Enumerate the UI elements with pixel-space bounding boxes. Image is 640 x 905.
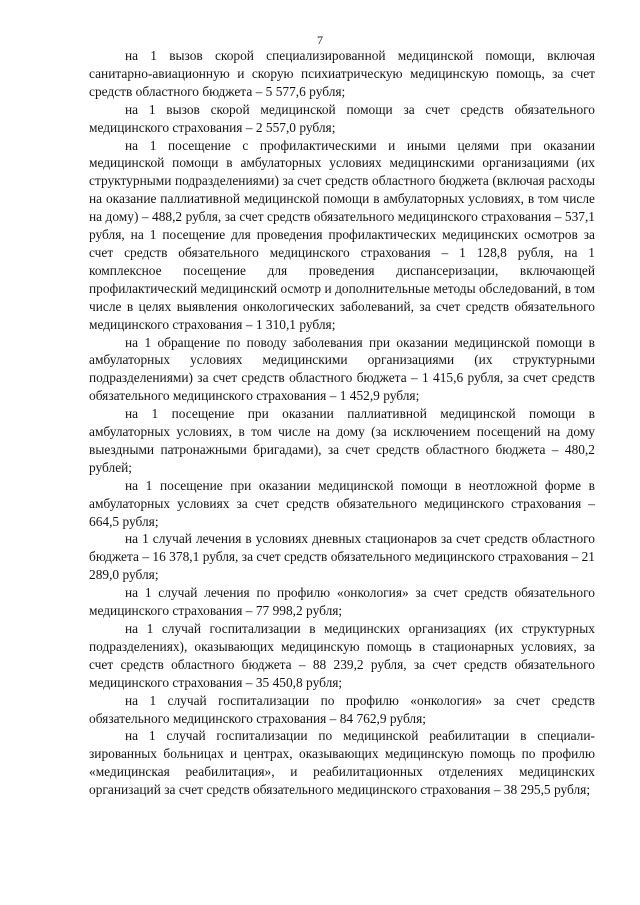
paragraph-hospitalization: на 1 случай госпитализации в медицинских организациях (их структурных подразделениях), оказывающих медицинскую помощь в стационарных условиях, за счет средств областного бюджета – 88 239,2 рубля, за счет средств обязательного медицинского страхования – 35 450,8 рубля; <box>89 621 595 690</box>
paragraph-rehabilitation: на 1 случай госпитализации по медицинской реабилитации в специализированных больницах и центрах, оказывающих медицинскую помощь по профилю «медицинская реабилитация», и реабилитационных отделениях медицинских организаций за счет средств обязательного медицинского страхования – 38 295,5 рубля; <box>89 728 595 798</box>
paragraph-oncology-hospitalization: на 1 случай госпитализации по профилю «онкология» за счет средств обязательного медицинского страхования – 84 762,9 рубля; <box>89 692 595 726</box>
paragraph-disease-appeal: на 1 обращение по поводу заболевания при оказании медицинской помощи в амбулаторных условиях медицинскими организациями (их структурными подразделениями) за счет средств областного бюджета – 1 415,6 рубля, за счет средств обязательного медицинского страхования – 1 452,9 рубля; <box>89 334 595 404</box>
paragraph-ambulance-oms: на 1 вызов скорой медицинской помощи за счет средств обязательного медицинского страхования – 2 557,0 рубля; <box>89 101 595 135</box>
paragraph-oncology-treatment: на 1 случай лечения по профилю «онкология» за счет средств обязательного медицинского страхования – 77 998,2 рубля; <box>89 585 595 619</box>
paragraph-preventive-visit: на 1 посещение с профилактическими и иными целями при оказании медицинской помощи в амбулаторных условиях медицинскими организациями (их структурными подразделениями) за счет средств областного бюджета (включая расходы на оказание паллиативной медицинской помощи в амбулаторных условиях, в том числе на дому) – 488,2 рубля, за счет средств обязательного медицинского страхования – 537,1 рубля, на 1 посещение для проведения профилактических медицинских осмотров за счет средств обязательного медицинского страхования – 1 128,8 рубля, на 1 комплексное посещение для проведения диспансеризации, включающей профилактический медицинский осмотр и дополнительные методы обследований, в том числе в целях выявления онкологических заболеваний, за счет средств обязательного медицинского страхования – 1 310,1 рубля; <box>89 137 595 332</box>
body-text <box>89 47 595 799</box>
paragraph-ambulance-specialized: на 1 вызов скорой специализированной медицинской помощи, включая санитарно-авиационную и скорую психиатрическую медицинскую помощь, за счет средств областного бюджета – 5 577,6 рубля; <box>89 48 595 99</box>
paragraph-urgent-visit: на 1 посещение при оказании медицинской помощи в неотложной форме в амбулаторных условиях за счет средств обязательного медицинского страхования – 664,5 рубля; <box>89 477 595 529</box>
page-number: 7 <box>317 33 323 47</box>
paragraph-day-hospital: на 1 случай лечения в условиях дневных стационаров за счет средств областного бюджета – 16 378,1 рубля, за счет средств обязательного медицинского страхования – 21 289,0 рубля; <box>89 531 595 583</box>
paragraph-palliative-visit: на 1 посещение при оказании паллиативной медицинской помощи в амбулаторных условиях, в том числе на дому (за исключением посещений на дому выездными патронажными бригадами), за счет средств областного бюджета – 480,2 рублей; <box>89 406 595 475</box>
